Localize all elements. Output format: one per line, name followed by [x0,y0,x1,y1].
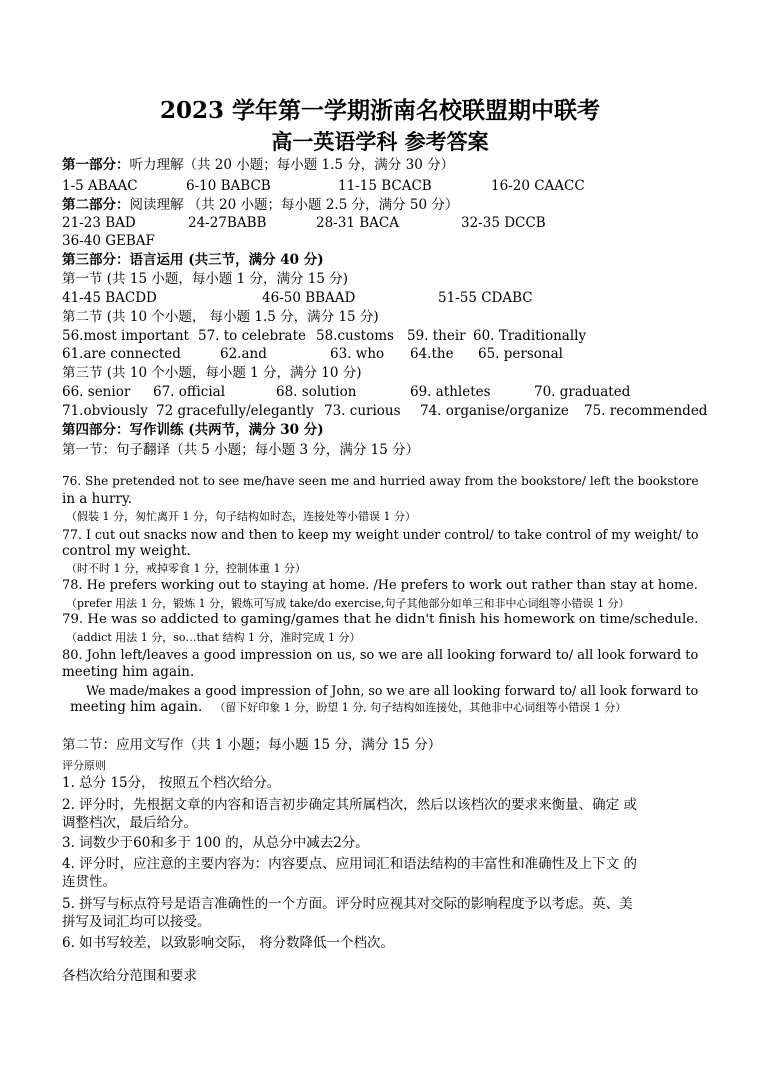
part3-sec3-heading: 第三节 (共 10 个小题，每小题 1 分，满分 10 分) [62,365,362,381]
answer-item: 63. who [330,346,385,362]
answer-group: 24-27BABB [188,215,267,231]
item-77-line2: control my weight. [62,543,191,559]
answer-group: 32-35 DCCB [461,215,546,231]
rule-line: 拼写及词汇均可以接受。 [62,914,211,930]
answer-item: 62.and [220,346,267,362]
item-80-line3: We made/makes a good impression of John, so we are all looking forward to/ all look forward to [86,683,699,698]
answer-item: 65. personal [478,346,563,362]
item-79-line1: 79. He was so addicted to gaming/games that he didn't finish his homework on time/schedule. [62,612,699,627]
answer-item: 64.the [410,346,454,362]
part4-sec1-heading: 第一节：句子翻译（共 5 小题；每小题 3 分，满分 15 分） [62,442,420,458]
part1-heading-text: 听力理解（共 20 小题；每小题 1.5 分，满分 30 分） [129,157,455,173]
answer-group: 11-15 BCACB [338,178,432,194]
answer-group: 6-10 BABCB [186,178,271,194]
answer-item: 73. curious [324,403,401,419]
rule-line: 3. 词数少于60和多于 100 的，从总分中减去2分。 [62,835,369,851]
answer-item: 58.customs [316,328,394,344]
answer-group: 41-45 BACDD [62,290,157,306]
part2-heading [62,197,458,214]
item-77-note: （时不时 1 分，戒掉零食 1 分，控制体重 1 分） [66,562,306,575]
item-76-line1: 76. She pretended not to see me/have seen me and hurried away from the bookstore/ left the bookstore [62,474,699,488]
part3-sec2-heading: 第二节 (共 10 个小题， 每小题 1.5 分，满分 15 分) [62,309,379,325]
item-80-note: （留下好印象 1 分，盼望 1 分, 句子结构如连接处，其他非中心词组等小错误 1 分） [214,701,627,714]
part2-heading-label: 第二部分： [62,197,130,213]
answer-group: 28-31 BACA [316,215,399,231]
item-80-line1: 80. John left/leaves a good impression on us, so we are all looking forward to/ all look forward to [62,648,699,663]
item-78-note: （prefer 用法 1 分，锻炼 1 分，锻炼可写成 take/do exercise,句子其他部分如单三和非中心词组等小错误 1 分） [66,597,630,610]
answer-item: 72 gracefully/elegantly [156,403,314,419]
answer-item: 71.obviously [62,403,148,419]
answer-item: 60. Traditionally [473,328,587,344]
item-79-note: （addict 用法 1 分，so…that 结构 1 分，准时完成 1 分） [66,631,361,644]
answer-group: 51-55 CDABC [438,290,533,306]
answer-item: 68. solution [276,384,357,400]
answer-group: 36-40 GEBAF [62,233,155,249]
answer-item: 59. their [407,328,466,344]
answer-group: 21-23 BAD [62,215,136,231]
item-80-line4-text: meeting him again. [70,699,203,715]
part4-sec2-heading: 第二节：应用文写作（共 1 小题；每小题 15 分，满分 15 分） [62,737,442,753]
answer-item: 61.are connected [62,346,181,362]
item-78-line1: 78. He prefers working out to staying at home. /He prefers to work out rather than stay at home. [62,578,698,593]
answer-item: 66. senior [62,384,131,400]
rule-line: 调整档次，最后给分。 [62,815,197,831]
item-80-line2: meeting him again. [62,664,195,680]
answer-item: 74. organise/organize [420,403,569,419]
rule-line: 6. 如书写较差，以致影响交际， 将分数降低一个档次。 [62,935,394,951]
footer-text: 各档次给分范围和要求 [62,968,197,984]
rule-line: 1. 总分 15分， 按照五个档次给分。 [62,775,281,791]
part4-heading: 第四部分：写作训练 (共两节，满分 30 分) [62,422,324,438]
item-76-note: （假装 1 分，匆忙离开 1 分，句子结构如时态，连接处等小错误 1 分） [66,510,416,523]
part1-heading-label: 第一部分： [62,157,130,173]
answer-item: 69. athletes [410,384,491,400]
rule-line: 4. 评分时，应注意的主要内容为：内容要点、应用词汇和语法结构的丰富性和准确性及上下文 的 [62,856,637,872]
answer-group: 46-50 BBAAD [262,290,356,306]
page-title: 2023 学年第一学期浙南名校联盟期中联考 [159,97,601,124]
page-subtitle: 高一英语学科 参考答案 [271,129,489,154]
answer-group: 16-20 CAACC [491,178,585,194]
part2-heading-text: 阅读理解 （共 20 小题；每小题 2.5 分，满分 50 分） [129,197,459,213]
item-80-line4 [70,699,626,716]
answer-item: 57. to celebrate [198,328,307,344]
answer-item: 56.most important [62,328,189,344]
item-77-line1: 77. I cut out snacks now and then to keep my weight under control/ to take control of my weight/ to [62,527,699,542]
part1-heading [62,157,454,174]
answer-item: 70. graduated [534,384,631,400]
answer-group: 1-5 ABAAC [62,178,138,194]
rule-line: 5. 拼写与标点符号是语言准确性的一个方面。评分时应视其对交际的影响程度予以考虑。英、美 [62,896,633,912]
rule-line: 连贯性。 [62,874,116,890]
rule-line: 2. 评分时，先根据文章的内容和语言初步确定其所属档次，然后以该档次的要求来衡量、确定 或 [62,797,637,813]
item-76-line2: in a hurry. [62,491,133,507]
part3-heading: 第三部分：语言运用 (共三节，满分 40 分) [62,252,324,268]
part3-sec1-heading: 第一节 (共 15 小题，每小题 1 分，满分 15 分) [62,271,349,287]
answer-item: 67. official [153,384,226,400]
principles-label: 评分原则 [62,759,106,772]
answer-item: 75. recommended [584,403,708,419]
